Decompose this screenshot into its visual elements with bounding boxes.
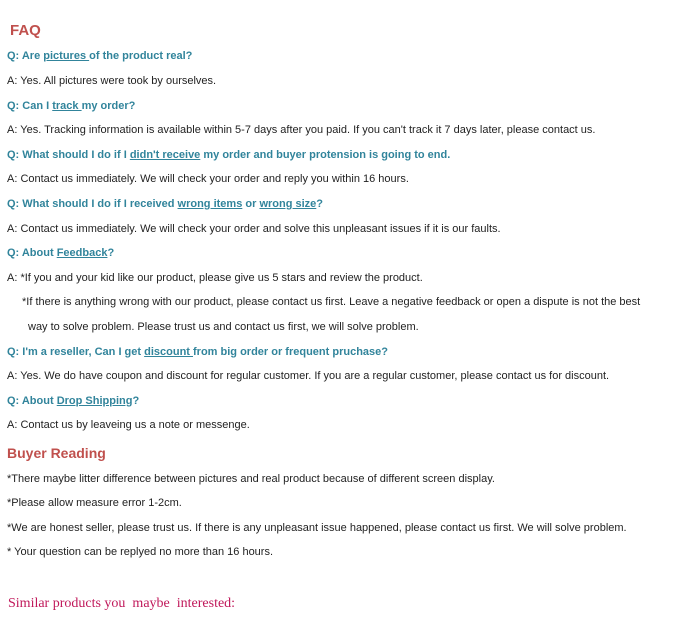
buyer-note: *Please allow measure error 1-2cm. [7,497,182,509]
buyer-note: * Your question can be replyed no more than 16 hours. [7,546,274,558]
question-suffix: from big order or frequent pruchase? [193,346,388,358]
question-suffix: ? [316,198,324,210]
faq-question [7,197,323,211]
keyword-link-discount[interactable]: discount [144,346,194,358]
similar-products-heading: Similar products you maybe interested: [8,596,236,611]
faq-question [7,246,114,260]
faq-answer-continued: *If there is anything wrong with our product, please contact us first. Leave a negative feedback or open a dispute is not the best [22,296,641,308]
question-middle: or [242,198,260,210]
faq-question [7,345,388,359]
faq-answer: A: Yes. Tracking information is available within 5-7 days after you paid. If you can't track it 7 days later, please contact us. [7,124,596,136]
faq-answer: A: Contact us immediately. We will check your order and reply you within 16 hours. [7,173,409,185]
keyword-link-drop-shipping[interactable]: Drop Shipping [56,395,133,407]
question-suffix: ? [132,395,140,407]
faq-answer: A: Yes. We do have coupon and discount for regular customer. If you are a regular customer, please contact us for discount. [7,370,610,382]
faq-answer: A: *If you and your kid like our product, please give us 5 stars and review the product. [7,272,423,284]
keyword-link-pictures[interactable]: pictures [43,50,90,62]
faq-answer: A: Contact us immediately. We will check your order and solve this unpleasant issues if it is our faults. [7,223,501,235]
question-prefix: Q: Can I [7,100,53,112]
faq-question [7,394,139,408]
question-suffix: ? [107,247,115,259]
buyer-note: *There maybe litter difference between pictures and real product because of different screen display. [7,473,495,485]
buyer-reading-title: Buyer Reading [7,445,106,461]
faq-answer: A: Contact us by leaveing us a note or messenge. [7,419,250,431]
question-prefix: Q: Are [7,50,44,62]
keyword-link-wrong-size[interactable]: wrong size [259,198,317,210]
faq-answer: A: Yes. All pictures were took by ourselves. [7,75,217,87]
question-prefix: Q: What should I do if I received [7,198,178,210]
question-suffix: my order and buyer protension is going to end. [200,149,451,161]
faq-question [7,49,192,63]
question-suffix: my order? [81,100,136,112]
question-suffix: of the product real? [89,50,193,62]
faq-question [7,99,135,113]
question-prefix: Q: About [7,395,57,407]
question-prefix: Q: What should I do if I [7,149,130,161]
faq-title: FAQ [10,22,41,39]
keyword-link-track[interactable]: track [52,100,82,112]
question-prefix: Q: I'm a reseller, Can I get [7,346,145,358]
keyword-link-didnt-receive[interactable]: didn't receive [129,149,201,161]
buyer-note: *We are honest seller, please trust us. If there is any unpleasant issue happened, please contact us first. We will solve problem. [7,522,627,534]
keyword-link-feedback[interactable]: Feedback [56,247,108,259]
faq-answer-continued: way to solve problem. Please trust us and contact us first, we will solve problem. [28,321,419,333]
keyword-link-wrong-items[interactable]: wrong items [177,198,243,210]
question-prefix: Q: About [7,247,57,259]
faq-question [7,148,450,162]
